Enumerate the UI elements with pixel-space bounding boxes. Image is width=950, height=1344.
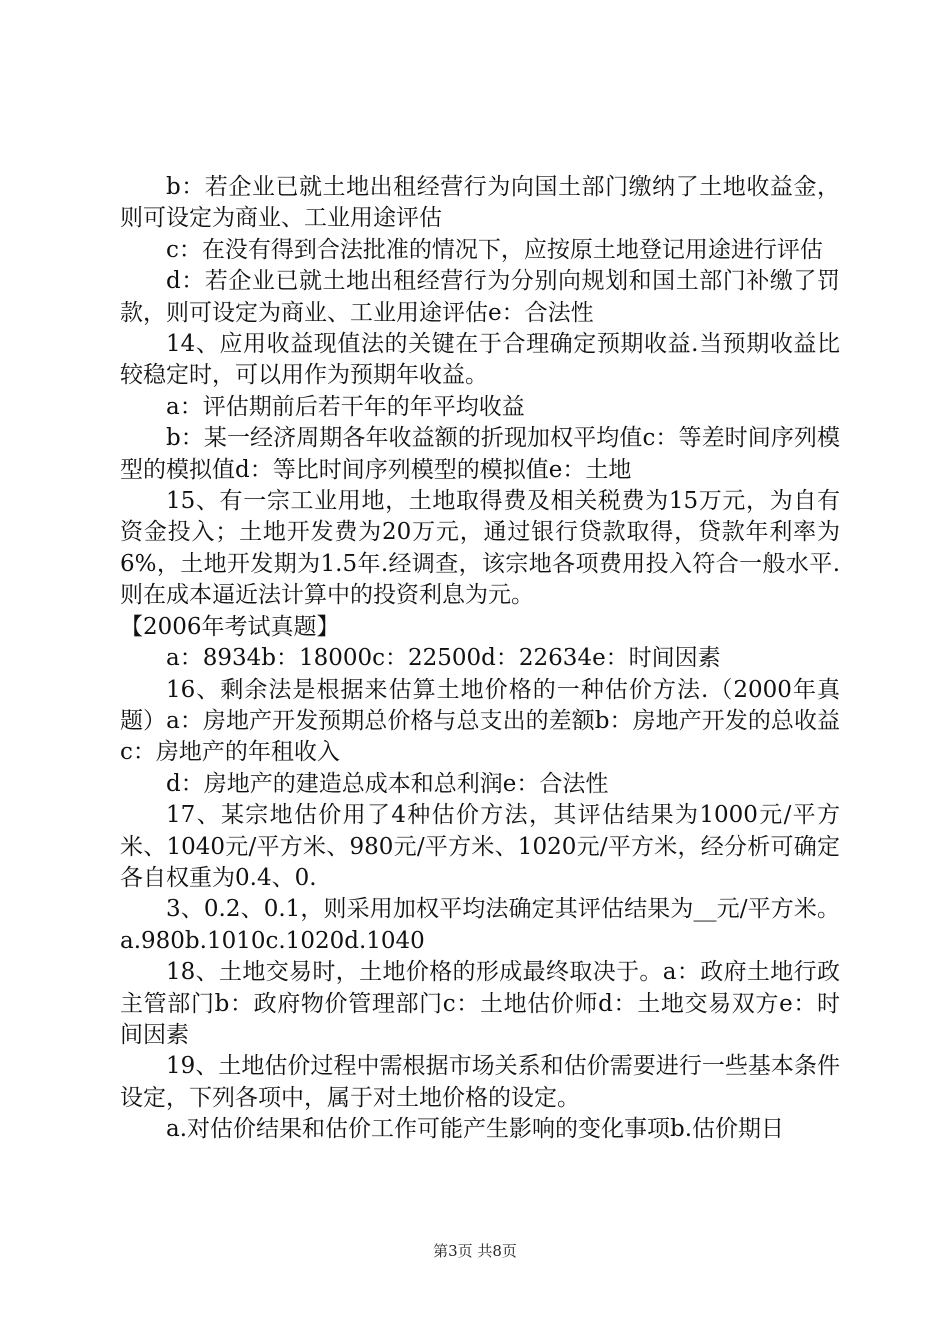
paragraph: b：某一经济周期各年收益额的折现加权平均值c：等差时间序列模型的模拟值d：等比时间序列模型的模拟值e：土地 bbox=[120, 425, 840, 483]
paragraph: c：在没有得到合法批准的情况下，应按原土地登记用途进行评估 bbox=[166, 236, 823, 263]
paragraph: 19、土地估价过程中需根据市场关系和估价需要进行一些基本条件设定，下列各项中，属于对土地价格的设定。 bbox=[120, 1053, 840, 1111]
paragraph: 18、土地交易时，土地价格的形成最终取决于。a：政府土地行政主管部门b：政府物价管理部门c：土地估价师d：土地交易双方e：时间因素 bbox=[120, 959, 840, 1048]
paragraph: d：若企业已就土地出租经营行为分别向规划和国土部门补缴了罚款，则可设定为商业、工业用途评估e：合法性 bbox=[120, 268, 840, 326]
paragraph: a：评估期前后若干年的年平均收益 bbox=[166, 393, 525, 420]
paragraph: 16、剩余法是根据来估算土地价格的一种估价方法.（2000年真题）a：房地产开发预期总价格与总支出的差额b：房地产开发的总收益c：房地产的年租收入 bbox=[120, 676, 840, 766]
paragraph: 3、0.2、0.1，则采用加权平均法确定其评估结果为__元/平方米。a.980b.1010c.1020d.1040 bbox=[120, 896, 840, 954]
paragraph: b：若企业已就土地出租经营行为向国土部门缴纳了土地收益金，则可设定为商业、工业用途评估 bbox=[120, 174, 840, 232]
document-body bbox=[120, 172, 840, 1146]
paragraph: 17、某宗地估价用了4种估价方法，其评估结果为1000元/平方米、1040元/平方米、980元/平方米、1020元/平方米，经分析可确定各自权重为0.4、0. bbox=[120, 802, 840, 891]
page-footer bbox=[0, 1241, 950, 1261]
paragraph: a：8934b：18000c：22500d：22634e：时间因素 bbox=[166, 645, 721, 672]
exam-source-heading: 【2006年考试真题】 bbox=[120, 613, 340, 640]
paragraph: 14、应用收益现值法的关键在于合理确定预期收益.当预期收益比较稳定时，可以用作为预期年收益。 bbox=[120, 331, 840, 389]
page-number: 第3页 共8页 bbox=[433, 1242, 517, 1260]
paragraph: d：房地产的建造总成本和总利润e：合法性 bbox=[166, 770, 609, 797]
paragraph: a.对估价结果和估价工作可能产生影响的变化事项b.估价期日 bbox=[166, 1116, 785, 1143]
paragraph: 15、有一宗工业用地，土地取得费及相关税费为15万元，为自有资金投入；土地开发费为20万元，通过银行贷款取得，贷款年利率为6%，土地开发期为1.5年.经调查，该宗地各项费用投入符合一般水平.则在成本逼近法计算中的投资利息为元。 bbox=[120, 488, 840, 609]
